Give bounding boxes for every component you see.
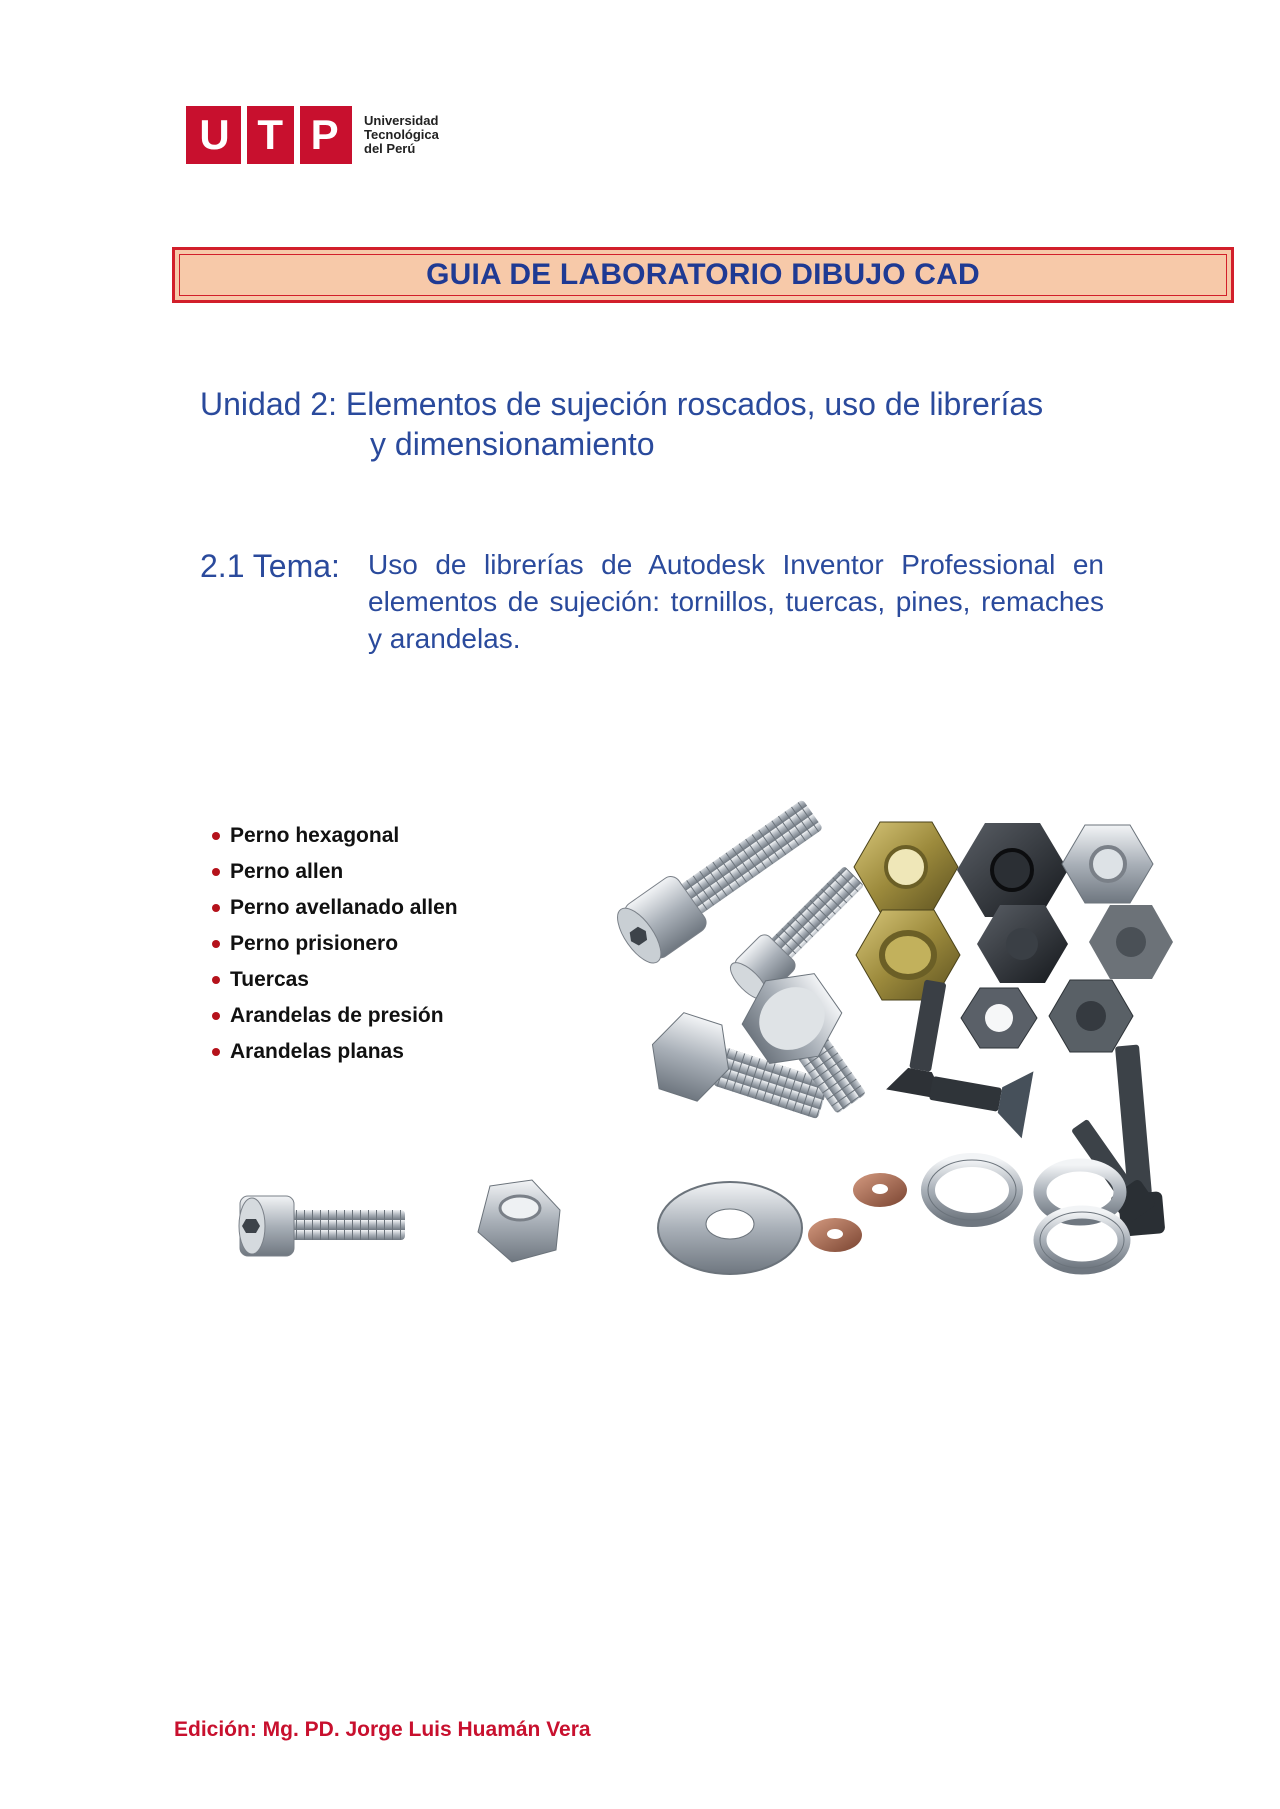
list-item: Arandelas de presión xyxy=(212,998,458,1034)
countersunk-screw-icon xyxy=(925,1054,1033,1138)
document-title: GUIA DE LABORATORIO DIBUJO CAD xyxy=(426,258,980,291)
list-item: Perno hexagonal xyxy=(212,818,458,854)
hex-nut-icon xyxy=(854,822,958,912)
logo-letter-u: U xyxy=(199,111,230,158)
logo-wordmark: Universidad Tecnológica del Perú xyxy=(364,113,439,156)
author-credit: Edición: Mg. PD. Jorge Luis Huamán Vera xyxy=(174,1718,591,1741)
list-item: Perno allen xyxy=(212,854,458,890)
hex-nut-icon xyxy=(1089,905,1173,979)
jam-nut-icon xyxy=(1049,980,1133,1052)
unit-line-2: y dimensionamiento xyxy=(370,426,655,462)
hex-nut-icon xyxy=(478,1180,560,1262)
list-item: Tuercas xyxy=(212,962,458,998)
socket-cap-bolt-icon xyxy=(239,1196,405,1256)
flat-washer-icon xyxy=(808,1218,862,1252)
logo-letter-t: T xyxy=(257,111,283,158)
list-item: Perno prisionero xyxy=(212,926,458,962)
jam-nut-icon xyxy=(961,988,1037,1048)
topic-description: Uso de librerías de Autodesk Inventor Professional en elementos de sujeción: tornillos, tuercas, pines, remaches y arandelas. xyxy=(368,549,1104,654)
unit-line-1: Unidad 2: Elementos de sujeción roscados, uso de librerías xyxy=(200,386,1044,422)
hex-nut-icon xyxy=(957,823,1068,917)
logo-letter-p: P xyxy=(310,111,339,158)
hex-nut-icon xyxy=(1062,825,1153,903)
lock-washer-icon xyxy=(928,1160,1016,1220)
flat-washer-icon xyxy=(658,1182,802,1274)
list-item: Arandelas planas xyxy=(212,1034,458,1070)
topic-label: 2.1 Tema: xyxy=(200,548,340,584)
flat-washer-icon xyxy=(853,1173,907,1207)
list-item: Perno avellanado allen xyxy=(212,890,458,926)
